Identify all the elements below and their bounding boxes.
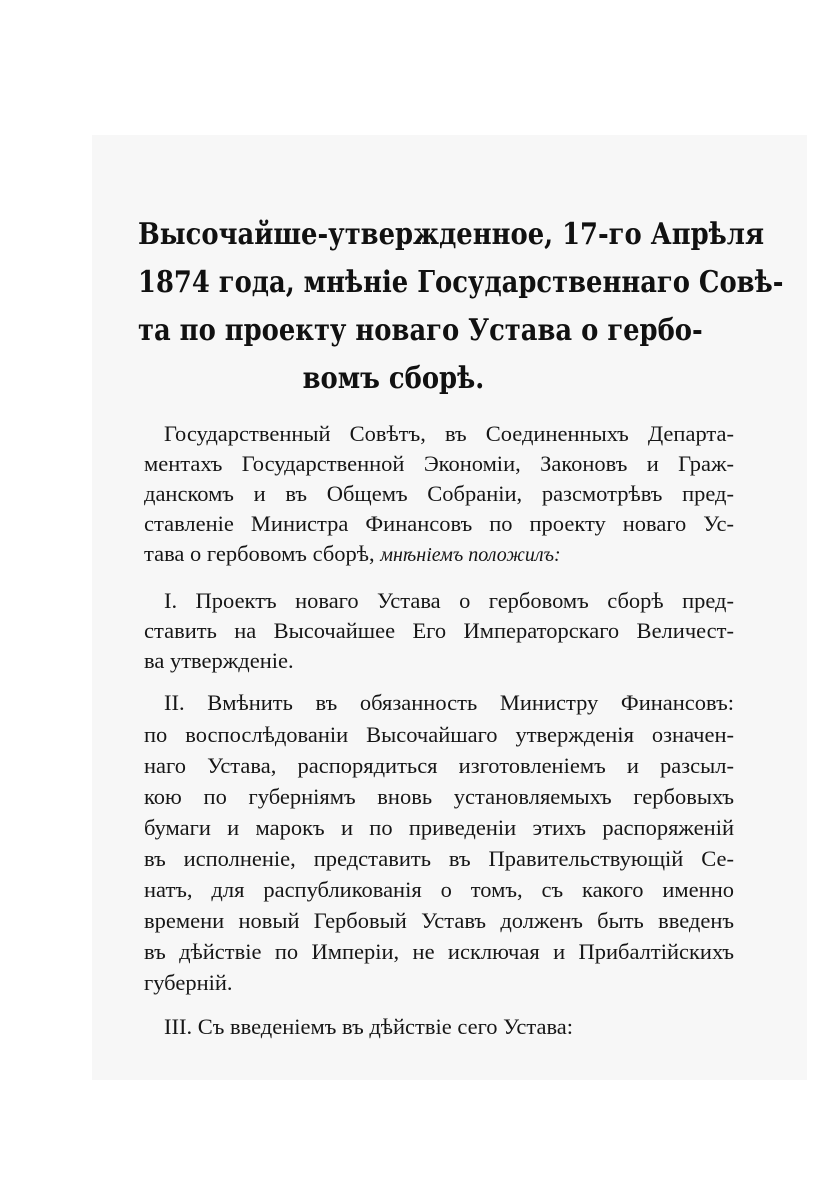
section-1-line-1: I. Проектъ новаго Устава о гербовомъ сборѣ пред- <box>164 588 734 613</box>
section-2-line-9: въ дѣйствіе по Имперіи, не исключая и Прибалтійскихъ <box>144 939 734 964</box>
intro-line-2: ментахъ Государственной Экономіи, Законовъ и Граж- <box>144 451 734 476</box>
intro-line-5-italic: мнѣніемъ положилъ: <box>380 544 561 566</box>
section-2-line-3: наго Устава, распорядиться изготовленіемъ и разсыл- <box>144 753 734 778</box>
intro-line-5 <box>144 539 734 570</box>
section-2-line-10: губерній. <box>144 970 233 995</box>
title-line-3: та по проекту новаго Устава о гербо- <box>138 313 703 348</box>
section-2-line-7: натъ, для распубликованія о томъ, съ какого именно <box>144 877 734 902</box>
section-2-line-6: въ исполненіе, представить въ Правительствующій Се- <box>144 846 734 871</box>
section-1-line-3: ва утвержденіе. <box>144 648 294 673</box>
intro-line-1: Государственный Совѣтъ, въ Соединенныхъ Департа- <box>164 421 734 446</box>
section-2-line-8: времени новый Гербовый Уставъ долженъ быть введенъ <box>144 908 734 933</box>
title-line-4: вомъ сборѣ. <box>302 361 485 396</box>
section-2-line-2: по воспослѣдованіи Высочайшаго утвержденія означен- <box>144 722 734 747</box>
section-1-line-2: ставить на Высочайшее Его Императорскаго Величест- <box>144 618 734 643</box>
intro-line-3: данскомъ и въ Общемъ Собраніи, разсмотрѣвъ пред- <box>144 481 734 506</box>
title-line-2: 1874 года, мнѣніе Государственнаго Совѣ- <box>138 265 784 300</box>
section-3-line-1: III. Съ введеніемъ въ дѣйствіе сего Устава: <box>164 1014 574 1039</box>
intro-line-4: ставленіе Министра Финансовъ по проекту новаго Ус- <box>144 511 734 536</box>
intro-line-5-text: тава о гербовомъ сборѣ, <box>144 541 375 566</box>
section-2-line-1: II. Вмѣнить въ обязанность Министру Финансовъ: <box>164 690 734 715</box>
section-2-line-5: бумаги и марокъ и по приведеніи этихъ распоряженій <box>144 815 734 840</box>
title-line-1: Высочайше-утвержденное, 17-го Апрѣля <box>138 217 765 252</box>
section-2-line-4: кою по губерніямъ вновь установляемыхъ гербовыхъ <box>144 784 734 809</box>
